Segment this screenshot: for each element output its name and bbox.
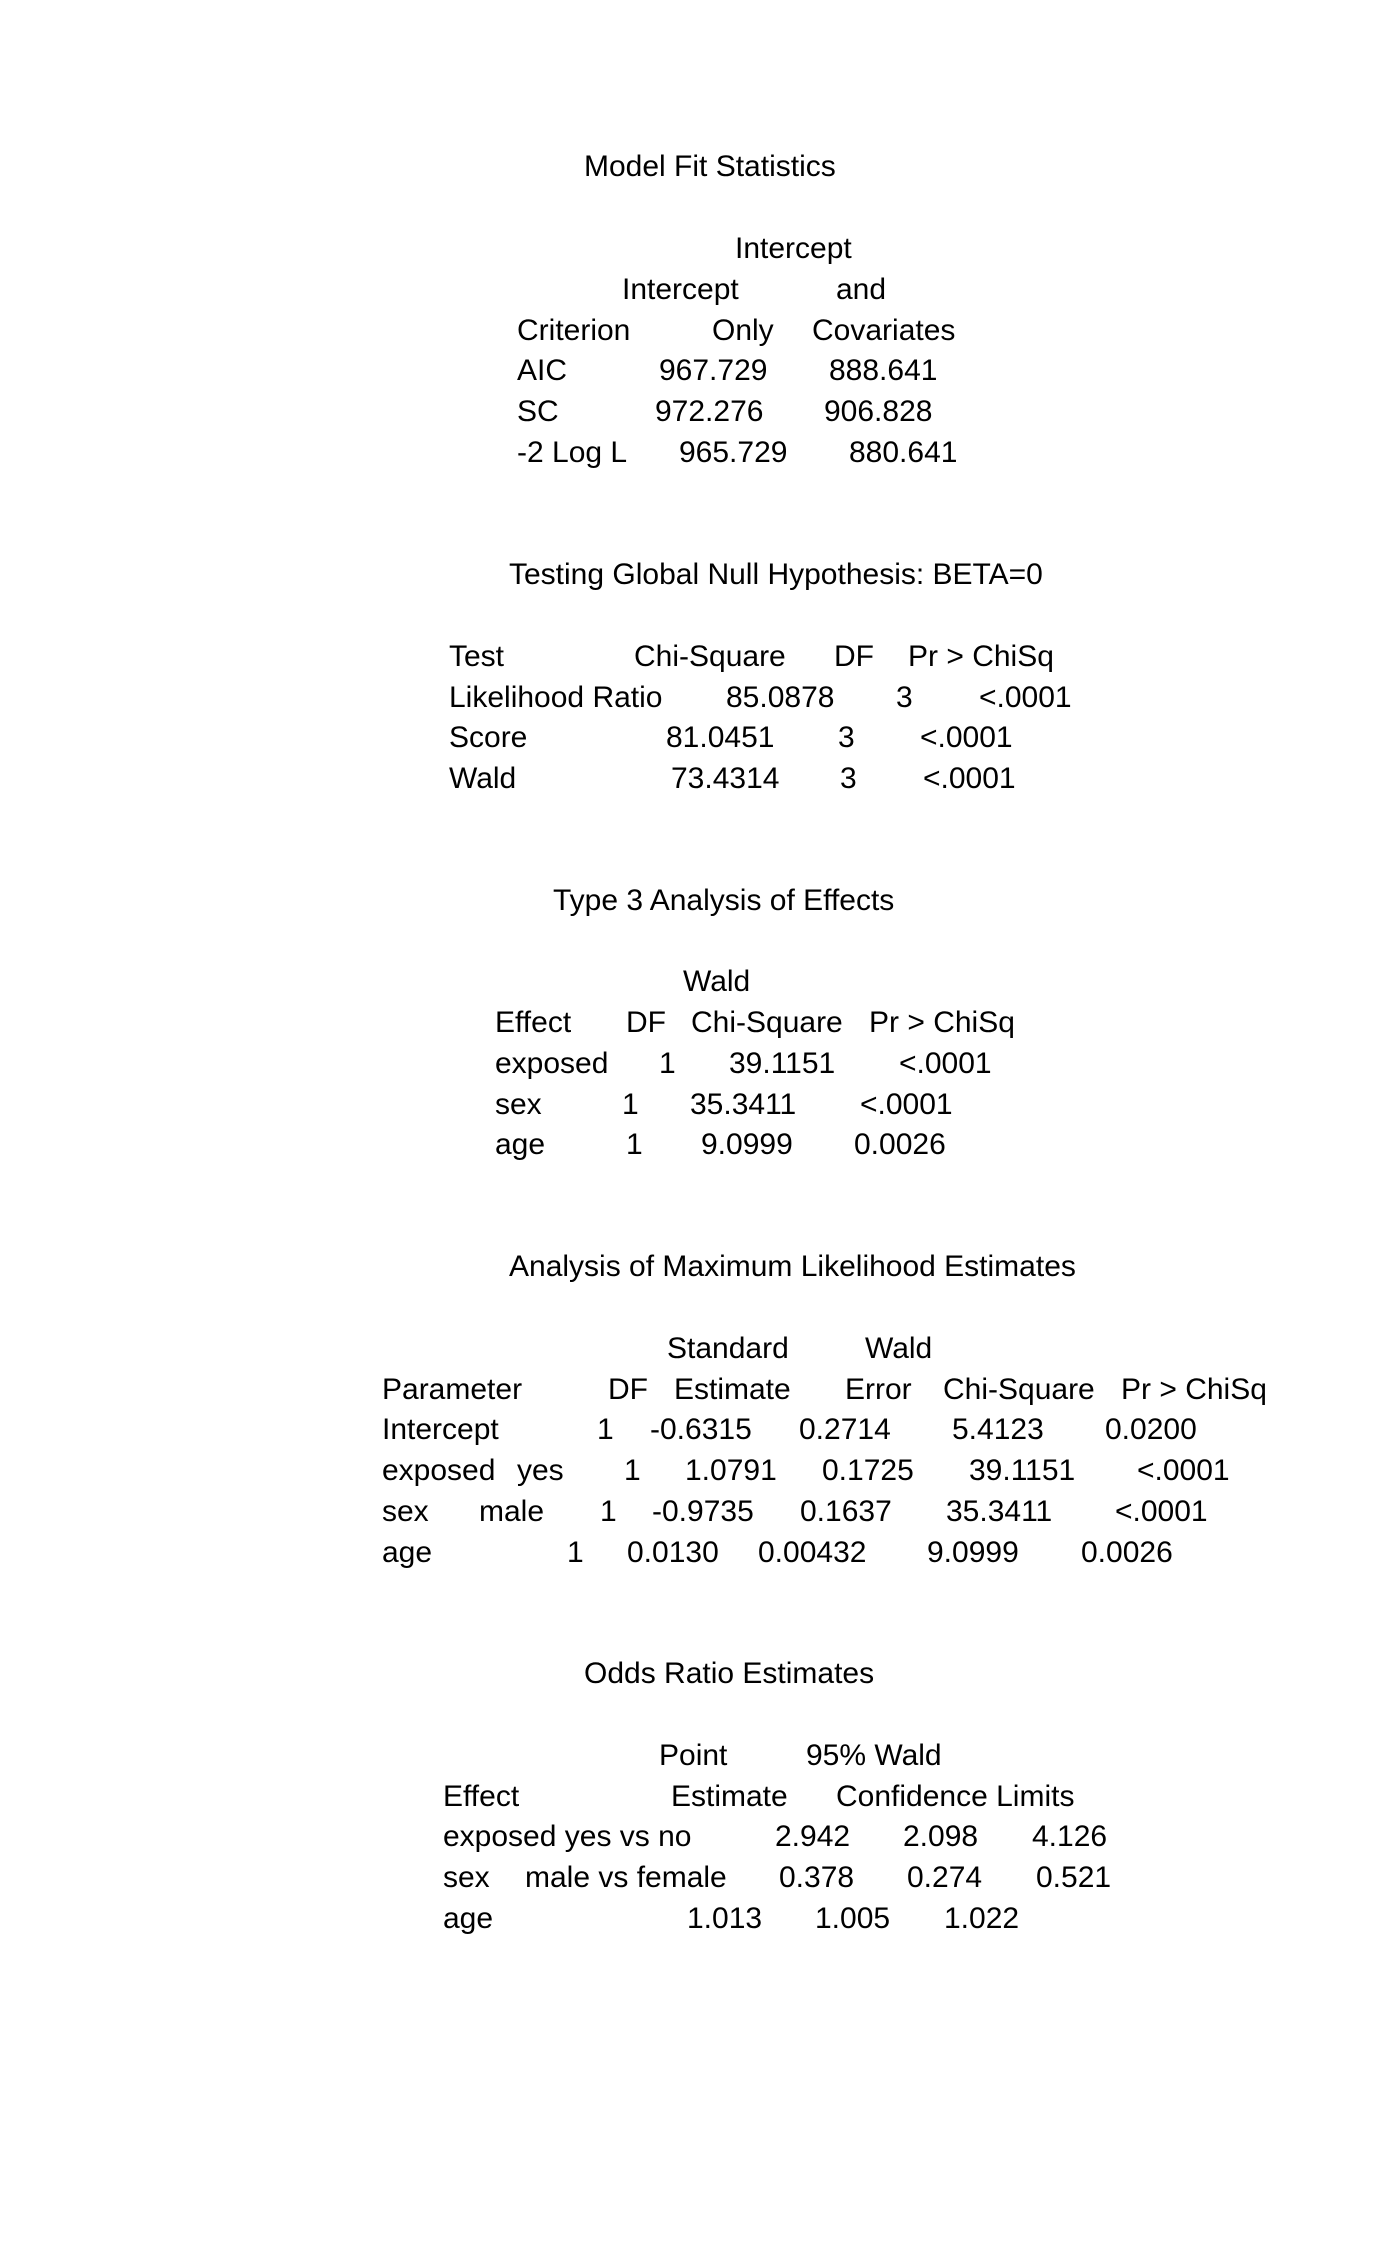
model-fit-2logl-covariates: 880.641 — [849, 436, 958, 469]
type3-effect-exposed: exposed — [495, 1047, 609, 1080]
odds-sex-lower: 0.274 — [907, 1861, 983, 1894]
mle-age-pr: 0.0026 — [1081, 1536, 1173, 1569]
mle-sex-pr: <.0001 — [1115, 1495, 1208, 1528]
mle-sex-level: male — [479, 1495, 545, 1528]
global-null-header-chisq: Chi-Square — [634, 640, 786, 673]
mle-header-error: Error — [845, 1373, 912, 1406]
global-null-header-test: Test — [449, 640, 505, 673]
type3-title: Type 3 Analysis of Effects — [553, 884, 895, 917]
model-fit-header-covariates: Covariates — [812, 314, 956, 347]
odds-effect-age: age — [443, 1902, 494, 1935]
type3-exposed-chisq: 39.1151 — [729, 1047, 836, 1080]
mle-param-intercept: Intercept — [382, 1413, 499, 1446]
mle-header-parameter: Parameter — [382, 1373, 523, 1406]
model-fit-header-criterion: Criterion — [517, 314, 631, 347]
global-null-likelihood-chisq: 85.0878 — [726, 681, 835, 714]
type3-effect-age: age — [495, 1128, 546, 1161]
model-fit-title: Model Fit Statistics — [584, 150, 836, 183]
odds-header-limits: Confidence Limits — [836, 1780, 1075, 1813]
model-fit-header-intercept-covariates: Intercept — [735, 232, 852, 265]
global-null-test-wald: Wald — [449, 762, 517, 795]
model-fit-criterion-2logl: -2 Log L — [517, 436, 628, 469]
odds-exposed-upper: 4.126 — [1032, 1820, 1108, 1853]
mle-param-sex: sex — [382, 1495, 429, 1528]
type3-exposed-df: 1 — [659, 1047, 676, 1080]
mle-age-error: 0.00432 — [758, 1536, 867, 1569]
type3-header-effect: Effect — [495, 1006, 572, 1039]
mle-intercept-df: 1 — [597, 1413, 614, 1446]
mle-exposed-error: 0.1725 — [822, 1454, 914, 1487]
type3-effect-sex: sex — [495, 1088, 542, 1121]
mle-param-age: age — [382, 1536, 433, 1569]
mle-header-estimate: Estimate — [674, 1373, 791, 1406]
odds-age-upper: 1.022 — [944, 1902, 1020, 1935]
odds-exposed-estimate: 2.942 — [775, 1820, 851, 1853]
mle-header-chisq: Chi-Square — [943, 1373, 1095, 1406]
mle-intercept-chisq: 5.4123 — [952, 1413, 1044, 1446]
type3-sex-pr: <.0001 — [860, 1088, 953, 1121]
odds-header-wald95: 95% Wald — [806, 1739, 942, 1772]
type3-age-chisq: 9.0999 — [701, 1128, 793, 1161]
odds-sex-upper: 0.521 — [1036, 1861, 1112, 1894]
type3-age-pr: 0.0026 — [854, 1128, 946, 1161]
mle-age-estimate: 0.0130 — [627, 1536, 719, 1569]
odds-effect-exposed: exposed yes vs no — [443, 1820, 692, 1853]
odds-exposed-lower: 2.098 — [903, 1820, 979, 1853]
global-null-wald-pr: <.0001 — [923, 762, 1016, 795]
mle-header-df: DF — [608, 1373, 648, 1406]
mle-sex-estimate: -0.9735 — [652, 1495, 754, 1528]
mle-exposed-level: yes — [517, 1454, 564, 1487]
model-fit-header-and: and — [836, 273, 887, 306]
model-fit-header-only: Only — [712, 314, 774, 347]
global-null-score-df: 3 — [838, 721, 855, 754]
global-null-header-pr: Pr > ChiSq — [908, 640, 1054, 673]
type3-sex-chisq: 35.3411 — [690, 1088, 797, 1121]
mle-sex-chisq: 35.3411 — [946, 1495, 1053, 1528]
mle-intercept-estimate: -0.6315 — [650, 1413, 752, 1446]
mle-exposed-pr: <.0001 — [1137, 1454, 1230, 1487]
odds-age-lower: 1.005 — [815, 1902, 891, 1935]
odds-title: Odds Ratio Estimates — [584, 1657, 875, 1690]
mle-sex-df: 1 — [600, 1495, 617, 1528]
mle-age-df: 1 — [567, 1536, 584, 1569]
odds-header-estimate: Estimate — [671, 1780, 788, 1813]
model-fit-aic-covariates: 888.641 — [829, 354, 938, 387]
mle-header-wald: Wald — [865, 1332, 933, 1365]
mle-exposed-estimate: 1.0791 — [685, 1454, 777, 1487]
global-null-likelihood-pr: <.0001 — [979, 681, 1072, 714]
mle-exposed-df: 1 — [624, 1454, 641, 1487]
odds-header-point: Point — [659, 1739, 728, 1772]
mle-header-standard: Standard — [667, 1332, 789, 1365]
global-null-header-df: DF — [834, 640, 874, 673]
odds-sex-comparison: male vs female — [525, 1861, 727, 1894]
model-fit-criterion-sc: SC — [517, 395, 559, 428]
global-null-test-score: Score — [449, 721, 528, 754]
mle-header-pr: Pr > ChiSq — [1121, 1373, 1267, 1406]
mle-age-chisq: 9.0999 — [927, 1536, 1019, 1569]
global-null-wald-df: 3 — [840, 762, 857, 795]
model-fit-header-intercept-only: Intercept — [622, 273, 739, 306]
mle-exposed-chisq: 39.1151 — [969, 1454, 1076, 1487]
mle-param-exposed: exposed — [382, 1454, 496, 1487]
model-fit-sc-intercept-only: 972.276 — [655, 395, 764, 428]
mle-title: Analysis of Maximum Likelihood Estimates — [509, 1250, 1076, 1283]
type3-header-pr: Pr > ChiSq — [869, 1006, 1015, 1039]
type3-exposed-pr: <.0001 — [899, 1047, 992, 1080]
global-null-score-chisq: 81.0451 — [666, 721, 775, 754]
mle-intercept-error: 0.2714 — [799, 1413, 891, 1446]
odds-effect-sex: sex — [443, 1861, 490, 1894]
odds-header-effect: Effect — [443, 1780, 520, 1813]
mle-intercept-pr: 0.0200 — [1105, 1413, 1197, 1446]
global-null-score-pr: <.0001 — [920, 721, 1013, 754]
global-null-wald-chisq: 73.4314 — [671, 762, 780, 795]
odds-age-estimate: 1.013 — [687, 1902, 763, 1935]
model-fit-criterion-aic: AIC — [517, 354, 568, 387]
type3-age-df: 1 — [626, 1128, 643, 1161]
model-fit-aic-intercept-only: 967.729 — [659, 354, 768, 387]
model-fit-2logl-intercept-only: 965.729 — [679, 436, 788, 469]
odds-sex-estimate: 0.378 — [779, 1861, 855, 1894]
global-null-test-likelihood: Likelihood Ratio — [449, 681, 663, 714]
type3-sex-df: 1 — [622, 1088, 639, 1121]
model-fit-sc-covariates: 906.828 — [824, 395, 933, 428]
type3-header-df: DF — [626, 1006, 666, 1039]
global-null-likelihood-df: 3 — [896, 681, 913, 714]
global-null-title: Testing Global Null Hypothesis: BETA=0 — [509, 558, 1043, 591]
type3-header-chisq: Chi-Square — [691, 1006, 843, 1039]
type3-header-wald: Wald — [683, 965, 751, 998]
mle-sex-error: 0.1637 — [800, 1495, 892, 1528]
